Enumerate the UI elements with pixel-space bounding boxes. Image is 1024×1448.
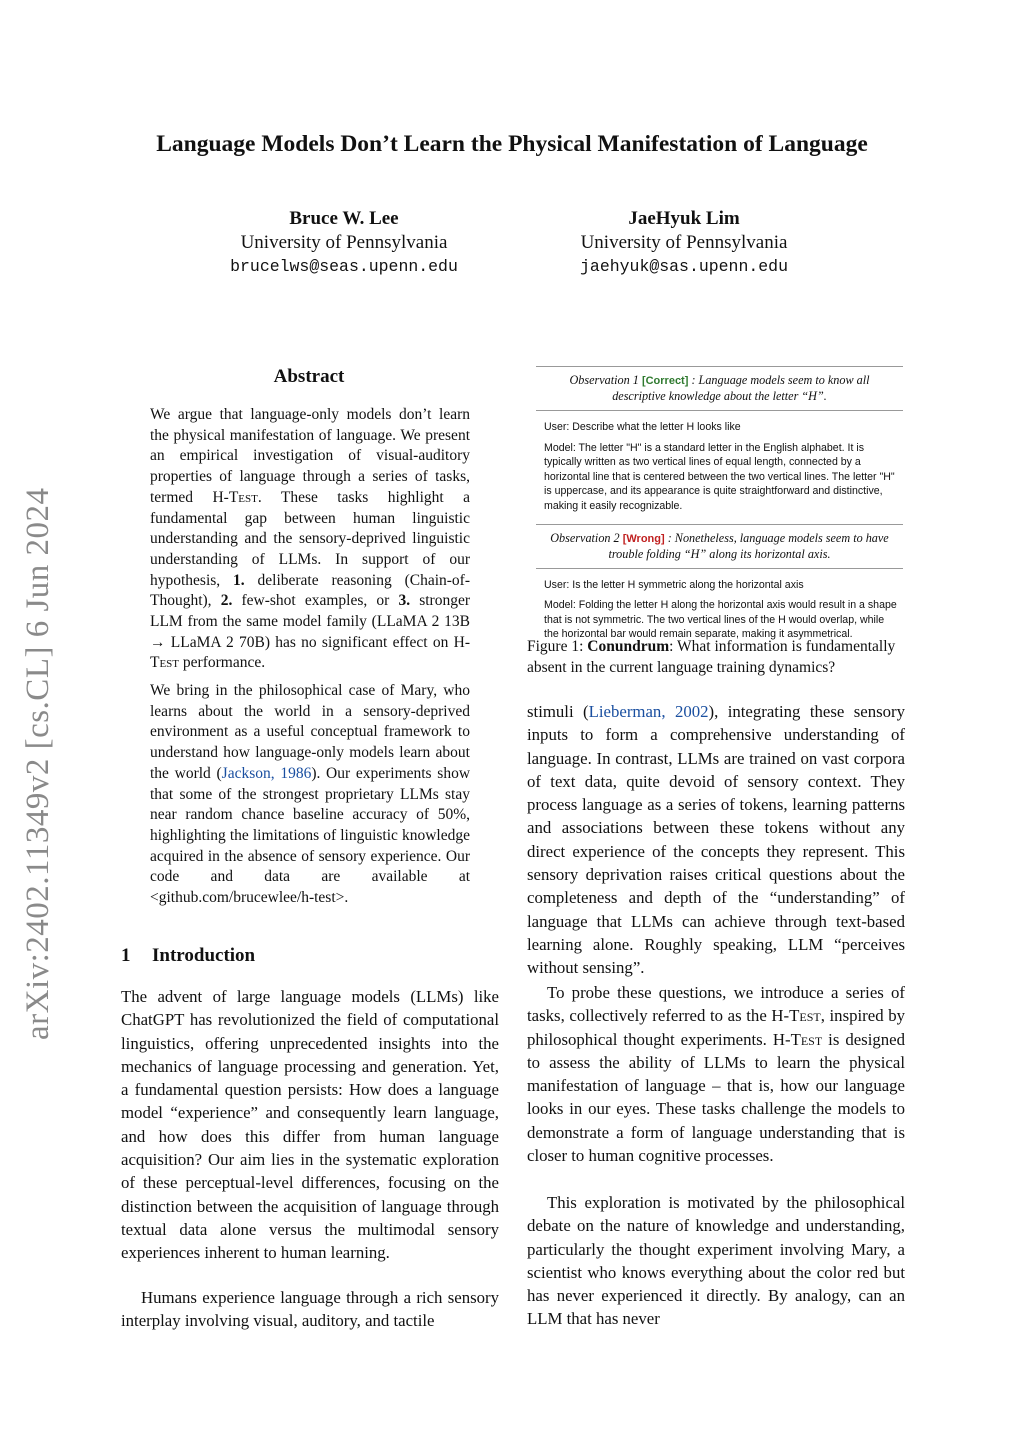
paper-title: Language Models Don’t Learn the Physical Manifestation of Language	[156, 131, 868, 157]
chat-model-message: Model: Folding the letter H along the horizontal axis would result in a shape that is not symmetric. The two vertical lines of the H would overlap, while the horizontal bar would remain separate, making it asymmetrical.	[544, 599, 897, 641]
arxiv-stamp: arXiv:2402.11349v2 [cs.CL] 6 Jun 2024	[20, 487, 56, 1040]
abstract-heading: Abstract	[273, 366, 345, 387]
chat-model-message: Model: The letter "H" is a standard letter in the English alphabet. It is typically written as two vertical lines of equal length, connected by a horizontal line that is centered between the two vertical lines. The letter "H" is uppercase, and its appearance is quite straightforward and distinctive, making it easily recognizable.	[544, 441, 895, 512]
observation-2-heading: Observation 2 [Wrong] : Nonetheless, language models seem to have trouble folding “H” along its horizontal axis.	[550, 530, 889, 561]
author-block	[184, 207, 504, 279]
author-email[interactable]: brucelws@seas.upenn.edu	[230, 257, 458, 276]
observation-1-heading: Observation 1 [Correct] : Language models seem to know all descriptive knowledge about the letter “H”.	[569, 373, 870, 403]
chat-user-message: User: Is the letter H symmetric along the horizontal axis	[544, 578, 804, 591]
citation-link[interactable]: Jackson, 1986	[221, 764, 312, 782]
section-heading: 1 Introduction	[121, 945, 256, 966]
body-paragraph: This exploration is motivated by the philosophical debate on the nature of knowledge and understanding, particularly the thought experiment involving Mary, a scientist who knows everything about the color red but has never experienced it directly. By analogy, can an LLM that has never	[527, 1193, 905, 1329]
citation-link[interactable]: Lieberman, 2002	[588, 702, 709, 721]
body-paragraph: Humans experience language through a rich sensory interplay involving visual, auditory, and tactile	[121, 1288, 499, 1331]
author-email[interactable]: jaehyuk@sas.upenn.edu	[580, 257, 788, 276]
author-affiliation: University of Pennsylvania	[240, 232, 448, 253]
chat-user-message: User: Describe what the letter H looks like	[544, 421, 741, 433]
abstract-paragraph: We argue that language-only models don’t learn the physical manifestation of language. We present an empirical investigation of visual-auditory properties of language through a series of tasks, termed H-Test. These tasks highlight a fundamental gap between human linguistic understanding and the sensory-deprived linguistic understanding of LLMs. In support of our hypothesis, 1. deliberate reasoning (Chain-of-Thought), 2. few-shot examples, or 3. stronger LLM from the same model family (LLaMA 2 13B → LLaMA 2 70B) has no significant effect on H-Test performance.	[150, 406, 471, 672]
author-block	[524, 207, 844, 279]
body-paragraph: To probe these questions, we introduce a series of tasks, collectively referred to as the H-Test, inspired by philosophical thought experiments. H-Test is designed to assess the ability of LLMs to learn the physical manifestation of language – that is, how our language looks in our eyes. These tasks challenge the models to demonstrate a form of language understanding that is closer to human cognitive processes.	[527, 983, 905, 1166]
figure-1	[536, 366, 903, 648]
body-paragraph: stimuli (Lieberman, 2002), integrating these sensory inputs to form a comprehensive understanding of language. In contrast, LLMs are trained on vast corpora of text data, quite devoid of sensory context. They process language as a series of tokens, learning patterns and associations between these tokens without any direct experience of the concepts they represent. This sensory deprivation raises critical questions about the completeness and depth of the “understanding” of language that LLMs can achieve through text-based learning alone. Roughly speaking, LLM “perceives without sensing”.	[527, 702, 905, 978]
figure-caption: Figure 1: Conundrum: What information is fundamentally absent in the current language training dynamics?	[527, 638, 896, 676]
author-name: Bruce W. Lee	[289, 208, 399, 229]
abstract-paragraph: We bring in the philosophical case of Mary, who learns about the world in a sensory-deprived environment as a useful conceptual framework to understand how language-only models learn about the world (Jackson, 1986). Our experiments show that some of the strongest proprietary LLMs stay near random chance baseline accuracy of 50%, highlighting the limitations of linguistic knowledge acquired in the absence of sensory experience. Our code and data are available at <github.com/brucewlee/h-test>.	[150, 682, 471, 907]
body-paragraph: The advent of large language models (LLMs) like ChatGPT has revolutionized the field of computational linguistics, offering unprecedented insights into the mechanics of language processing and generation. Yet, a fundamental question persists: How does a language model “experience” and consequently learn language, and how does this differ from human language acquisition? Our aim lies in the systematic exploration of these perceptual-level differences, focusing on the distinction between the acquisition of language through textual data alone versus the multimodal sensory experiences inherent to human learning.	[121, 987, 499, 1263]
author-affiliation: University of Pennsylvania	[580, 232, 788, 253]
author-name: JaeHyuk Lim	[628, 208, 740, 229]
